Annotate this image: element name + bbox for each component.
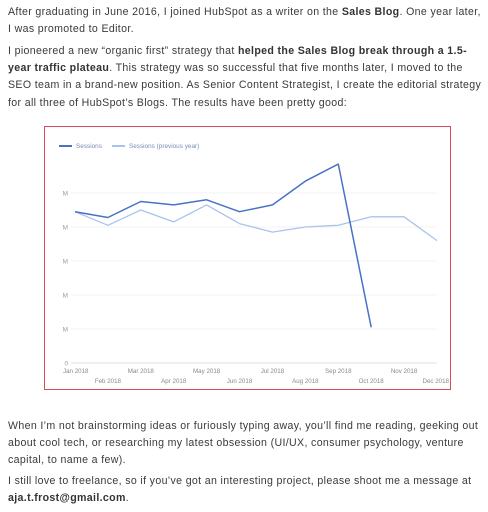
legend-label-sessions: Sessions [76,142,102,150]
x-tick-label: Apr 2018 [161,378,187,385]
chart-plot [45,127,449,388]
legend-label-previous-year: Sessions (previous year) [128,142,200,150]
p4-text-2: . [125,492,130,505]
x-tick-label: Nov 2018 [390,368,418,375]
y-tick-label: 0 [64,360,68,368]
x-tick-label: Oct 2018 [358,378,384,385]
x-tick-label: May 2018 [193,368,221,375]
series-line-sessions [75,164,371,327]
intro-paragraph [8,4,484,38]
p2-text-1: I pioneered a new “organic first” strategy that [8,45,238,57]
p3-text-1: When I’m not brainstorming ideas or furiously typing away, you’ll find me reading, geeking out about cool tech, or researching my latest obsession (UI/UX, consumer psychology, venture capital, to name a few). [8,420,479,467]
x-tick-label: Jan 2018 [63,368,89,375]
p4-text-1: I still love to freelance, so if you’ve got an interesting project, please shoot me a message at [8,475,472,487]
sales-blog-link[interactable]: Sales Blog [341,6,400,18]
y-tick-label: M [62,326,68,334]
x-tick-label: Feb 2018 [94,378,121,385]
y-tick-label: M [62,224,68,232]
sessions-chart [44,126,451,390]
series-line-previous-year [75,205,437,241]
p2-text-2: . This strategy was so successful that five months later, I moved to the SEO team in a brand-new position. As Senior Content Strategist, I create the editorial strategy for all three of HubSpot’s Blogs. The results have been pretty good: [8,62,482,109]
hobbies-paragraph [8,418,484,470]
x-tick-label: Mar 2018 [127,368,154,375]
strategy-paragraph [8,43,484,112]
x-tick-label: Sep 2018 [325,368,352,375]
p1-text-1: After graduating in June 2016, I joined HubSpot as a writer on the [8,6,342,18]
x-tick-label: Jun 2018 [226,378,253,385]
p1-text-2: . One year later, I was promoted to Editor. [8,6,481,36]
y-tick-label: M [62,292,68,300]
y-tick-label: M [62,258,68,266]
y-tick-label: M [62,190,68,198]
x-tick-label: Jul 2018 [260,368,285,375]
strategy-highlight: helped the Sales Blog break through a 1.5-year traffic plateau [8,45,467,75]
x-tick-label: Dec 2018 [422,378,449,385]
x-tick-label: Aug 2018 [292,378,319,385]
email-link[interactable]: aja.t.frost@gmail.com [8,492,126,505]
freelance-paragraph [8,473,484,507]
